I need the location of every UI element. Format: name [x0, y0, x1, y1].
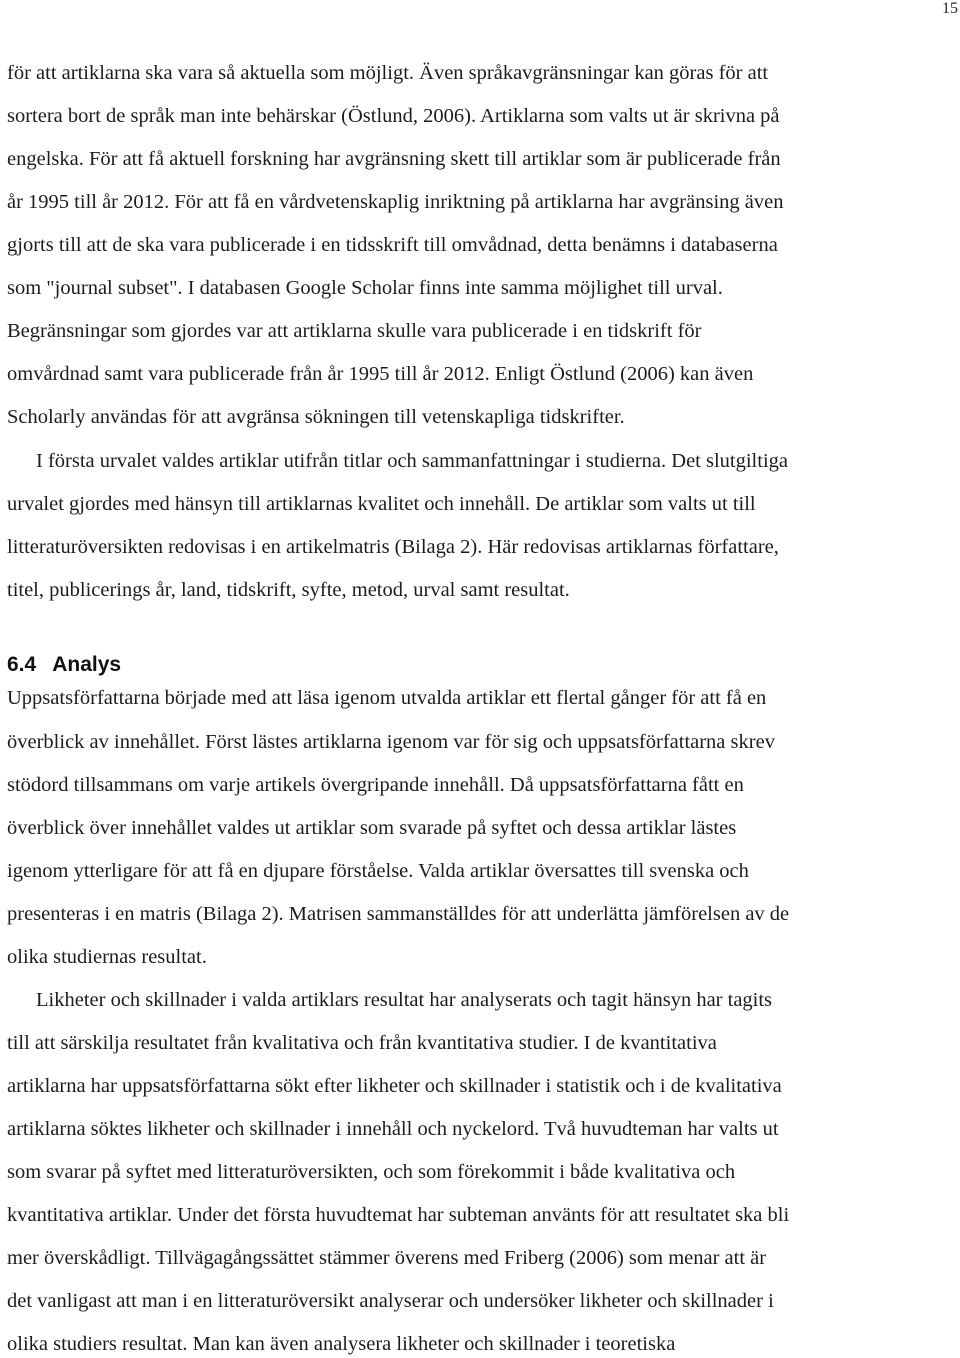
section-number: 6.4	[7, 653, 37, 676]
paragraph-1-line-6: som "journal subset". I databasen Google Scholar finns inte samma möjlighet till urval.	[7, 277, 723, 299]
paragraph-3-line-7: olika studiernas resultat.	[7, 946, 207, 968]
paragraph-3-line-6: presenteras i en matris (Bilaga 2). Matrisen sammanställdes för att underlätta jämförelsen av de	[7, 903, 790, 925]
paragraph-1-line-4: år 1995 till år 2012. För att få en vårdvetenskaplig inriktning på artiklarna har avgränsing även	[7, 191, 784, 213]
paragraph-1-line-9: Scholarly användas för att avgränsa sökningen till vetenskapliga tidskrifter.	[7, 406, 625, 428]
page-number: 15	[942, 0, 958, 17]
section-title: Analys	[52, 653, 122, 676]
paragraph-4-line-5: som svarar på syftet med litteraturöversikten, och som förekommit i både kvalitativa och	[7, 1161, 736, 1183]
paragraph-4-line-3: artiklarna har uppsatsförfattarna sökt efter likheter och skillnader i statistik och i de kvalitativa	[7, 1075, 782, 1097]
paragraph-4-line-6: kvantitativa artiklar. Under det första huvudtemat har subteman använts för att resultatet ska bli	[7, 1204, 790, 1226]
paragraph-3-line-5: igenom ytterligare för att få en djupare förståelse. Valda artiklar översattes till svenska och	[7, 860, 749, 882]
paragraph-1-line-7: Begränsningar som gjordes var att artiklarna skulle vara publicerade i en tidskrift för	[7, 320, 702, 342]
paragraph-2-line-4: titel, publicerings år, land, tidskrift, syfte, metod, urval samt resultat.	[7, 579, 570, 601]
paragraph-2-line-1: I första urvalet valdes artiklar utifrån titlar och sammanfattningar i studierna. Det slutgiltiga	[36, 450, 788, 472]
paragraph-1-line-1: för att artiklarna ska vara så aktuella som möjligt. Även språkavgränsningar kan göras för att	[7, 62, 769, 84]
paragraph-4-line-8: det vanligast att man i en litteraturöversikt analyserar och undersöker likheter och skillnader i	[7, 1290, 774, 1312]
paragraph-4-line-2: till att särskilja resultatet från kvalitativa och från kvantitativa studier. I de kvantitativa	[7, 1032, 717, 1054]
paragraph-3-line-3: stödord tillsammans om varje artikels övergripande innehåll. Då uppsatsförfattarna fått en	[7, 774, 744, 796]
paragraph-4-line-9: olika studiers resultat. Man kan även analysera likheter och skillnader i teoretiska	[7, 1333, 676, 1355]
section-heading	[7, 651, 121, 679]
paragraph-4-line-1: Likheter och skillnader i valda artiklars resultat har analyserats och tagit hänsyn har tagits	[36, 989, 773, 1011]
paragraph-4-line-7: mer överskådligt. Tillvägagångssättet stämmer överens med Friberg (2006) som menar att är	[7, 1247, 767, 1269]
paragraph-2-line-3: litteraturöversikten redovisas i en artikelmatris (Bilaga 2). Här redovisas artiklarnas författare,	[7, 536, 779, 558]
paragraph-3-line-2: överblick av innehållet. Först lästes artiklarna igenom var för sig och uppsatsförfattarna skrev	[7, 731, 775, 753]
paragraph-1-line-8: omvårdnad samt vara publicerade från år 1995 till år 2012. Enligt Östlund (2006) kan även	[7, 363, 754, 385]
paragraph-3-line-1: Uppsatsförfattarna började med att läsa igenom utvalda artiklar ett flertal gånger för att få en	[7, 687, 767, 709]
paragraph-2-line-2: urvalet gjordes med hänsyn till artiklarnas kvalitet och innehåll. De artiklar som valts ut till	[7, 493, 756, 515]
paragraph-4-line-4: artiklarna söktes likheter och skillnader i innehåll och nyckelord. Två huvudteman har valts ut	[7, 1118, 779, 1140]
paragraph-1-line-2: sortera bort de språk man inte behärskar (Östlund, 2006). Artiklarna som valts ut är skrivna på	[7, 105, 780, 127]
paragraph-3-line-4: överblick över innehållet valdes ut artiklar som svarade på syftet och dessa artiklar lästes	[7, 817, 737, 839]
paragraph-1-line-5: gjorts till att de ska vara publicerade i en tidsskrift till omvådnad, detta benämns i databaserna	[7, 234, 778, 256]
paragraph-1-line-3: engelska. För att få aktuell forskning har avgränsning skett till artiklar som är publicerade från	[7, 148, 781, 170]
